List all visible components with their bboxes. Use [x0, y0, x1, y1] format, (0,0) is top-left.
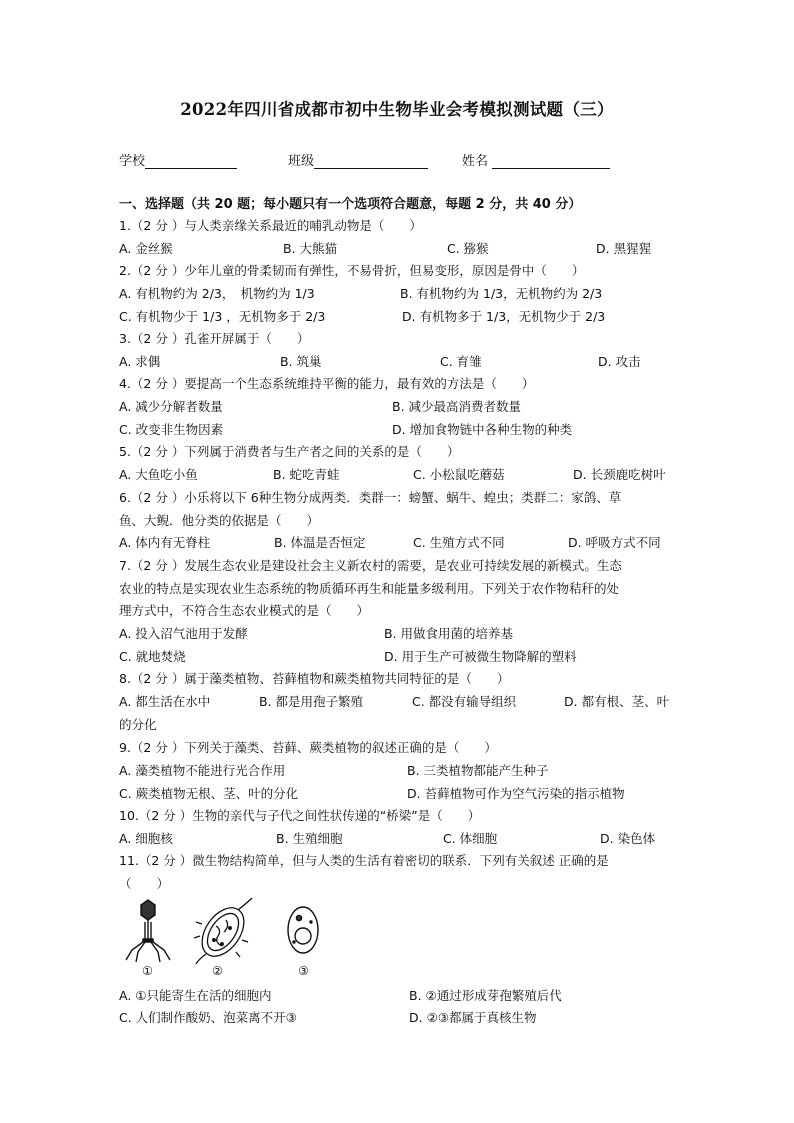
option-b: B. 体温是否恒定 — [274, 535, 366, 550]
microbe-illustrations — [118, 896, 338, 966]
option-b: B. ②通过形成芽孢繁殖后代 — [409, 988, 562, 1003]
class-field — [288, 150, 428, 169]
option-d: D. 都有根、茎、叶 — [564, 694, 670, 709]
school-blank — [145, 154, 237, 169]
option-a: A. 有机物约为 2/3， 机物约为 1/3 — [119, 286, 315, 301]
option-d: D. 呼吸方式不同 — [568, 535, 661, 550]
option-b: B. 都是用孢子繁殖 — [259, 694, 364, 709]
class-blank — [314, 154, 428, 169]
option-b: B. 有机物约为 1/3，无机物约为 2/3 — [400, 286, 603, 301]
bacterium-drawing — [194, 898, 253, 964]
option-a: A. 细胞核 — [119, 831, 173, 846]
question-stem-cont: （ ） — [119, 876, 170, 891]
option-d: D. ②③都属于真核生物 — [409, 1010, 537, 1025]
name-field — [462, 150, 610, 169]
option-d: D. 长颈鹿吃树叶 — [573, 467, 666, 482]
question-stem: 1.（2 分 ）与人类亲缘关系最近的哺乳动物是（ ） — [119, 218, 422, 233]
option-a: A. 投入沼气池用于发酵 — [119, 626, 248, 641]
figure-label-3: ③ — [298, 964, 309, 978]
school-label: 学校 — [119, 154, 146, 169]
question-stem-cont: 农业的特点是实现农业生态系统的物质循环再生和能量多级利用。下列关于农作物秸秆的处 — [119, 581, 620, 596]
option-b: B. 用做食用菌的培养基 — [384, 626, 514, 641]
option-d: D. 染色体 — [600, 831, 656, 846]
option-b: B. 减少最高消费者数量 — [392, 399, 522, 414]
option-d: D. 有机物多于 1/3，无机物少于 2/3 — [402, 309, 606, 324]
option-c: C. 改变非生物因素 — [119, 422, 224, 437]
question-stem: 6.（2 分 ）小乐将以下 6种生物分成两类．类群一：螃蟹、蜗牛、蝗虫；类群二：家鸽、草 — [119, 490, 622, 505]
option-a: A. 求偶 — [119, 354, 161, 369]
option-b: B. 三类植物都能产生种子 — [407, 763, 549, 778]
option-c: C. 生殖方式不同 — [413, 535, 505, 550]
option-a: A. 金丝猴 — [119, 241, 173, 256]
section-heading: 一、选择题（共 20 题；每小题只有一个选项符合题意，每题 2 分，共 40 分） — [119, 197, 582, 212]
option-c: C. 育雏 — [440, 354, 482, 369]
question-stem: 5.（2 分 ）下列属于消费者与生产者之间的关系的是（ ） — [119, 444, 460, 459]
yeast-drawing — [288, 907, 318, 953]
option-c: C. 就地焚烧 — [119, 649, 186, 664]
option-b: B. 大熊猫 — [283, 241, 338, 256]
question-stem: 4.（2 分 ）要提高一个生态系统维持平衡的能力，最有效的方法是（ ） — [119, 376, 535, 391]
class-label: 班级 — [288, 154, 315, 169]
question-stem: 11.（2 分 ）微生物结构简单，但与人类的生活有着密切的联系．下列有关叙述 正确的是 — [119, 853, 609, 868]
question-stem: 3.（2 分 ）孔雀开屏属于（ ） — [119, 331, 310, 346]
question-stem: 10.（2 分 ）生物的亲代与子代之间性状传递的“桥梁”是（ ） — [119, 808, 481, 823]
figure-label-1: ① — [142, 964, 153, 978]
question-stem-cont: 鱼、大鲵．他分类的依据是（ ） — [119, 513, 320, 528]
option-c: C. 人们制作酸奶、泡菜离不开③ — [119, 1010, 297, 1025]
microbe-figure — [118, 896, 338, 982]
option-a: A. 藻类植物不能进行光合作用 — [119, 763, 286, 778]
option-c: C. 猕猴 — [447, 241, 489, 256]
page-title: 2022年四川省成都市初中生物毕业会考模拟测试题（三） — [180, 100, 614, 119]
option-b: B. 筑巢 — [280, 354, 322, 369]
option-a: A. ①只能寄生在活的细胞内 — [119, 988, 272, 1003]
option-a: A. 都生活在水中 — [119, 694, 211, 709]
question-stem: 8.（2 分 ）属于藻类植物、苔藓植物和蕨类植物共同特征的是（ ） — [119, 671, 510, 686]
question-stem: 2.（2 分 ）少年儿童的骨柔韧而有弹性，不易骨折，但易变形，原因是骨中（ ） — [119, 263, 585, 278]
option-d: D. 增加食物链中各种生物的种类 — [392, 422, 573, 437]
name-label: 姓名 — [462, 154, 489, 169]
school-field — [119, 150, 237, 169]
question-stem: 9.（2 分 ）下列关于藻类、苔藓、蕨类植物的叙述正确的是（ ） — [119, 740, 497, 755]
figure-label-2: ② — [212, 964, 223, 978]
option-d: D. 攻击 — [598, 354, 641, 369]
option-c: C. 都没有输导组织 — [412, 694, 517, 709]
option-b: B. 蛇吃青蛙 — [273, 467, 340, 482]
option-d: D. 黑猩猩 — [596, 241, 652, 256]
option-a: A. 减少分解者数量 — [119, 399, 223, 414]
option-d: D. 苔藓植物可作为空气污染的指示植物 — [407, 786, 625, 801]
option-c: C. 小松鼠吃蘑菇 — [413, 467, 505, 482]
option-c: C. 蕨类植物无根、茎、叶的分化 — [119, 786, 299, 801]
option-a: A. 大鱼吃小鱼 — [119, 467, 198, 482]
option-d: D. 用于生产可被微生物降解的塑料 — [384, 649, 577, 664]
option-b: B. 生殖细胞 — [276, 831, 343, 846]
option-a: A. 体内有无脊柱 — [119, 535, 211, 550]
bacteriophage-drawing — [126, 900, 170, 962]
question-stem-cont: 理方式中，不符合生态农业模式的是（ ） — [119, 603, 370, 618]
option-d-cont: 的分化 — [119, 717, 157, 732]
name-blank — [492, 154, 610, 169]
option-c: C. 体细胞 — [443, 831, 498, 846]
option-c: C. 有机物少于 1/3 ，无机物多于 2/3 — [119, 309, 326, 324]
question-stem: 7.（2 分 ）发展生态农业是建设社会主义新农村的需要，是农业可持续发展的新模式。生态 — [119, 558, 622, 573]
